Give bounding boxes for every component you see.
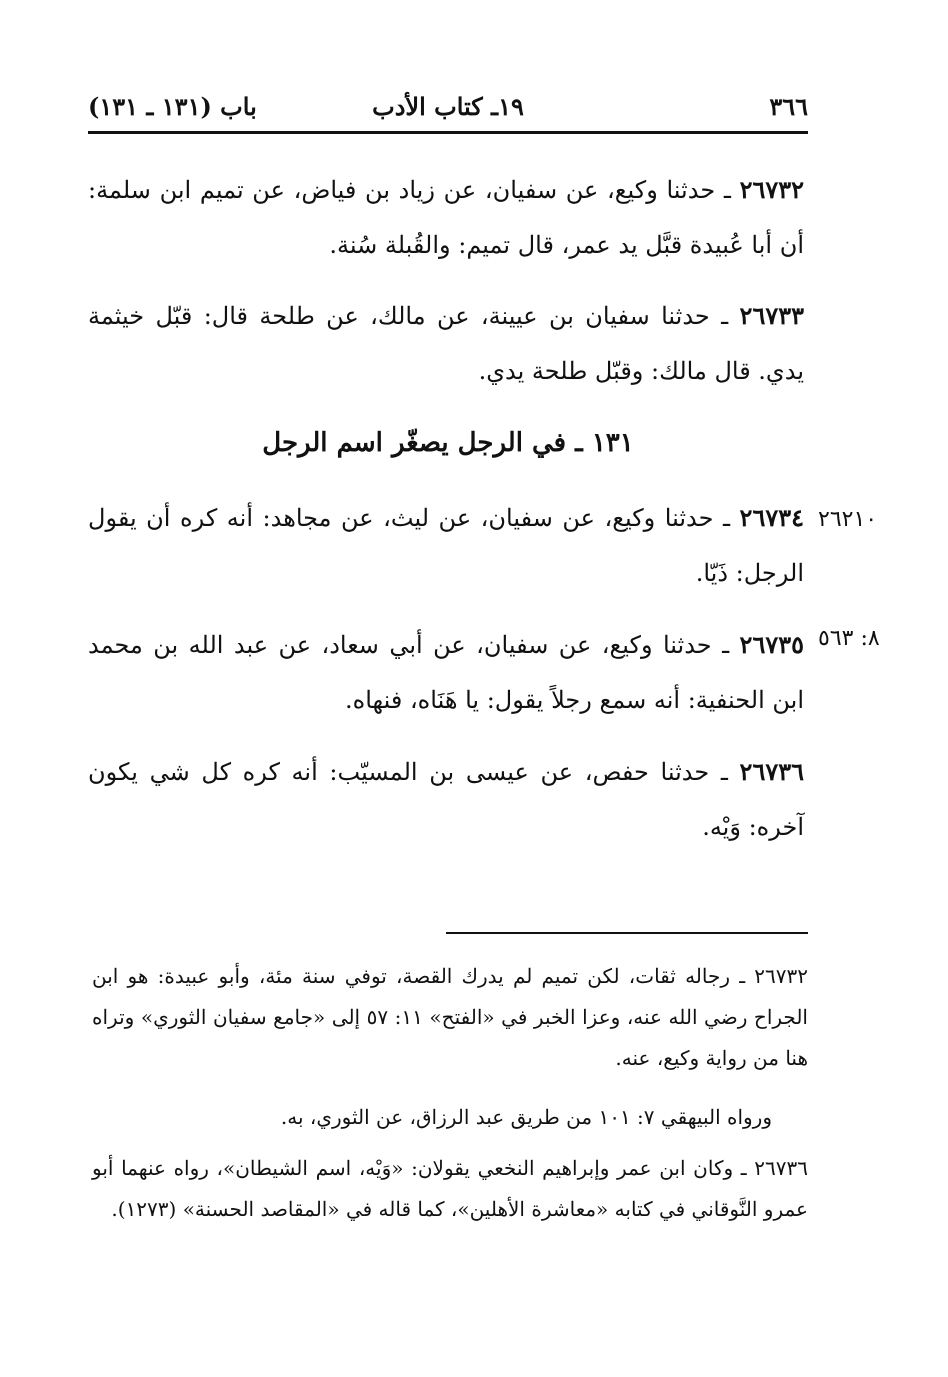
hadith-text: ـ حدثنا سفيان بن عيينة، عن مالك، عن طلحة قال: قبّل خيثمة يدي. قال مالك: وقبّل طلحة يدي. xyxy=(88,302,804,385)
hadith-number: ٢٦٧٣٣ xyxy=(739,301,804,330)
footnote: ٢٦٧٣٢ ـ رجاله ثقات، لكن تميم لم يدرك القصة، توفي سنة مئة، وأبو عبيدة: هو ابن الجراح رضي الله عنه، وعزا الخبر في «الفتح» ١١: ٥٧ إلى «جامع سفيان الثوري» وتراه هنا من رواية وكيع، عنه. xyxy=(92,964,808,1070)
page-header xyxy=(88,78,808,128)
book-title: ١٩ـ كتاب الأدب xyxy=(372,92,524,121)
hadith-number: ٢٦٧٣٥ xyxy=(739,630,804,659)
hadith-text: ـ حدثنا وكيع، عن سفيان، عن ليث، عن مجاهد: أنه كره أن يقول الرجل: ذَيّا. xyxy=(88,504,804,587)
hadith-26734 xyxy=(88,490,804,601)
hadith-number: ٢٦٧٣٢ xyxy=(739,175,805,204)
hadith-26735 xyxy=(88,617,804,728)
hadith-text: ـ حدثنا وكيع، عن سفيان، عن أبي سعاد، عن عبد الله بن محمد ابن الحنفية: أنه سمع رجلاً يقول: يا هَنَاه، فنهاه. xyxy=(88,631,804,714)
chapter-range: باب (١٣١ ـ ١٣١) xyxy=(88,92,257,121)
hadith-number: ٢٦٧٣٦ xyxy=(739,757,804,786)
footnote: ٢٦٧٣٦ ـ وكان ابن عمر وإبراهيم النخعي يقولان: «وَيْه، اسم الشيطان»، رواه عنهما أبو عمرو النَّوقاني في كتابه «معاشرة الأهلين»، كما قاله في «المقاصد الحسنة» (١٢٧٣). xyxy=(92,1156,808,1221)
page-number: ٣٦٦ xyxy=(769,92,808,121)
section-heading: ١٣١ ـ في الرجل يصغّر اسم الرجل xyxy=(262,428,634,458)
footnote-rule xyxy=(446,932,808,934)
header-rule xyxy=(88,131,808,134)
hadith-26736 xyxy=(88,744,804,855)
hadith-text: ـ حدثنا حفص، عن عيسى بن المسيّب: أنه كره كل شي يكون آخره: وَيْه. xyxy=(88,758,804,841)
hadith-number: ٢٦٧٣٤ xyxy=(739,503,804,532)
margin-note: ٨: ٥٦٣ xyxy=(818,626,880,651)
footnote: ورواه البيهقي ٧: ١٠١ من طريق عبد الرزاق، عن الثوري، به. xyxy=(280,1105,772,1129)
hadith-text: ـ حدثنا وكيع، عن سفيان، عن زياد بن فياض، عن تميم ابن سلمة: أن أبا عُبيدة قبَّل يد عمر، قال تميم: والقُبلة سُنة. xyxy=(88,176,804,259)
margin-note: ٢٦٢١٠ xyxy=(818,507,878,532)
hadith-26733 xyxy=(88,288,804,399)
hadith-26732 xyxy=(88,162,804,273)
